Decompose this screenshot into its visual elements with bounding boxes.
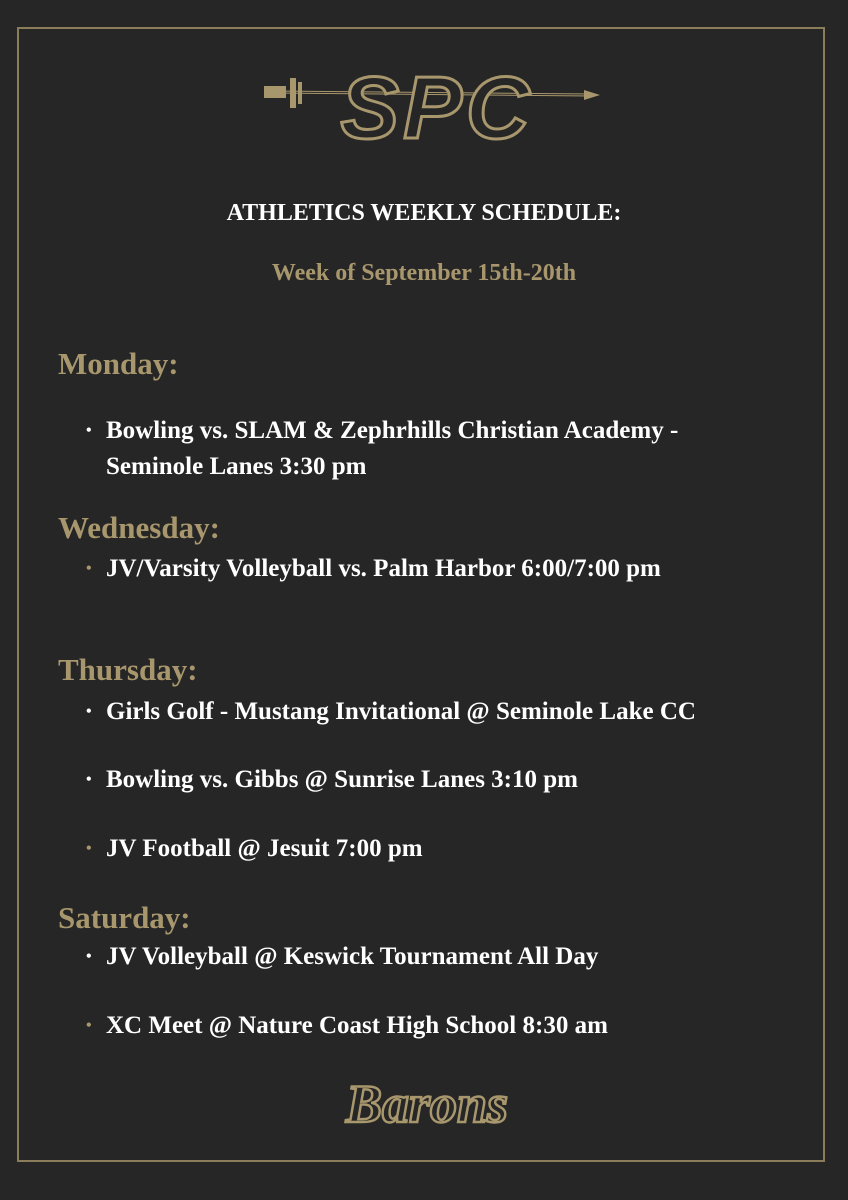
- bullet-icon: •: [86, 771, 92, 788]
- barons-wordmark: [330, 1068, 525, 1140]
- event-text: JV Football @ Jesuit 7:00 pm: [106, 835, 423, 862]
- event-text: XC Meet @ Nature Coast High School 8:30 am: [106, 1012, 608, 1039]
- list-item: [86, 551, 661, 587]
- spc-logo: [262, 52, 602, 147]
- event-text: Seminole Lanes 3:30 pm: [106, 453, 367, 480]
- page-title: ATHLETICS WEEKLY SCHEDULE:: [226, 200, 622, 226]
- event-text: Bowling vs. Gibbs @ Sunrise Lanes 3:10 pm: [106, 766, 578, 793]
- logo-text: SPC: [340, 58, 534, 147]
- day-heading-thursday: Thursday:: [58, 652, 198, 687]
- list-item: [86, 1008, 608, 1044]
- day-heading-monday: Monday:: [58, 346, 179, 381]
- bullet-icon: •: [86, 703, 92, 720]
- bullet-icon: •: [86, 948, 92, 965]
- event-text: JV/Varsity Volleyball vs. Palm Harbor 6:00/7:00 pm: [106, 555, 661, 582]
- bullet-icon: •: [86, 1017, 92, 1034]
- event-text: Girls Golf - Mustang Invitational @ Seminole Lake CC: [106, 698, 696, 725]
- list-item: [86, 694, 696, 730]
- bullet-icon: •: [86, 422, 92, 439]
- list-item: [86, 939, 599, 975]
- list-item: [86, 831, 423, 867]
- barons-text: Barons: [345, 1074, 509, 1134]
- event-text: JV Volleyball @ Keswick Tournament All Day: [106, 943, 599, 970]
- bullet-icon: •: [86, 560, 92, 577]
- list-item-continuation: [106, 449, 366, 485]
- day-heading-wednesday: Wednesday:: [58, 510, 220, 545]
- day-heading-saturday: Saturday:: [58, 900, 191, 935]
- list-item: [86, 413, 679, 449]
- page-border: [17, 27, 825, 1162]
- week-range: Week of September 15th-20th: [271, 260, 577, 286]
- list-item: [86, 762, 578, 798]
- bullet-icon: •: [86, 840, 92, 857]
- event-text: Bowling vs. SLAM & Zephrhills Christian Academy -: [106, 417, 679, 444]
